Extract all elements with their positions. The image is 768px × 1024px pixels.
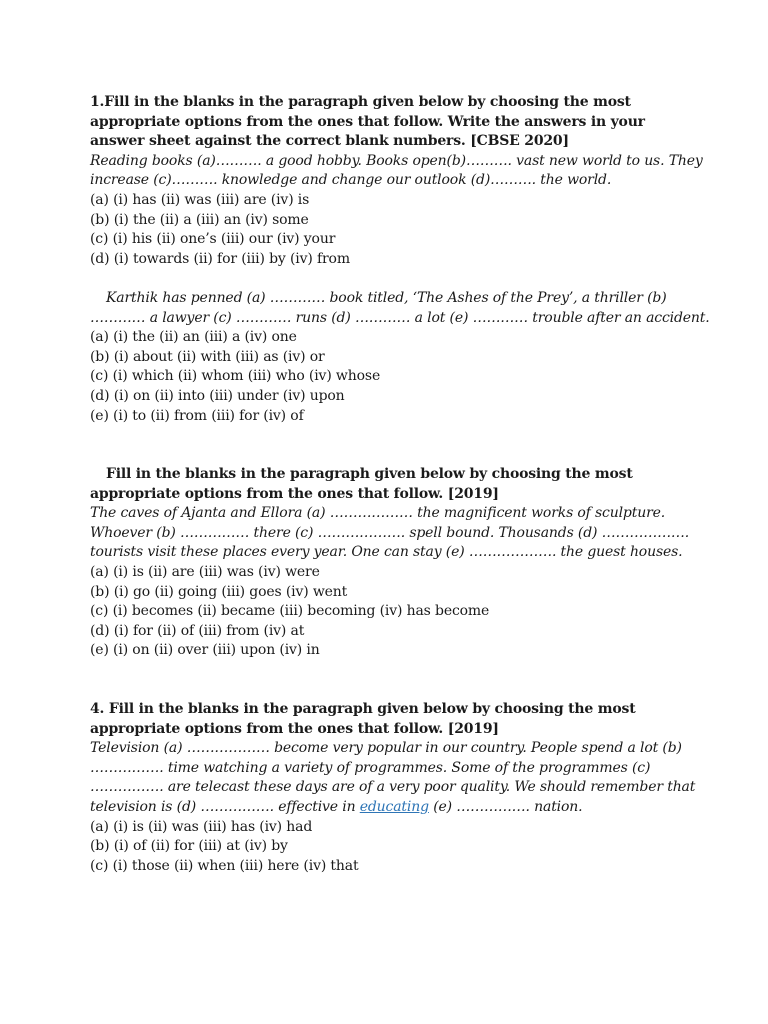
spacer (90, 426, 690, 465)
q2-option: (e) (i) to (ii) from (iii) for (iv) of (90, 407, 304, 424)
q3-option: (a) (i) is (ii) are (iii) was (iv) were (90, 564, 320, 581)
q3-option: (c) (i) becomes (ii) became (iii) becoming (iv) has become (90, 603, 490, 620)
question-2 (90, 289, 710, 426)
q3-option: (d) (i) for (ii) of (iii) from (iv) at (90, 622, 305, 639)
q1-passage-line: Reading books (a)………. a good hobby. Books open(b)………. vast new world to us. They (90, 152, 703, 169)
q4-option: (c) (i) those (ii) when (iii) here (iv) that (90, 857, 359, 874)
q3-option: (b) (i) go (ii) going (iii) goes (iv) went (90, 583, 348, 600)
spacer (90, 269, 690, 289)
q4-heading-line: appropriate options from the ones that follow. [2019] (90, 720, 499, 737)
q1-heading-line: appropriate options from the ones that follow. Write the answers in your (90, 113, 645, 130)
q1-option: (b) (i) the (ii) a (iii) an (iv) some (90, 211, 309, 228)
q2-passage-line: Karthik has penned (a) ………… book titled, ‘The Ashes of the Prey’, a thriller (b) (106, 289, 667, 306)
q1-option: (c) (i) his (ii) one’s (iii) our (iv) your (90, 231, 336, 248)
q3-heading-line: Fill in the blanks in the paragraph given below by choosing the most (106, 466, 633, 483)
q3-option: (e) (i) on (ii) over (iii) upon (iv) in (90, 642, 320, 659)
spacer (90, 661, 690, 700)
q2-option: (c) (i) which (ii) whom (iii) who (iv) whose (90, 368, 381, 385)
q4-option: (b) (i) of (ii) for (iii) at (iv) by (90, 838, 288, 855)
q4-passage-line: ……………. are telecast these days are of a very poor quality. We should remember that (90, 779, 696, 796)
question-3 (90, 465, 690, 661)
q1-option: (a) (i) has (ii) was (iii) are (iv) is (90, 191, 310, 208)
q2-option: (d) (i) on (ii) into (iii) under (iv) upon (90, 387, 345, 404)
q3-passage-line: The caves of Ajanta and Ellora (a) ……………… the magnificent works of sculpture. (90, 505, 666, 522)
q4-option: (a) (i) is (ii) was (iii) has (iv) had (90, 818, 313, 835)
q4-passage-line (90, 798, 690, 818)
q4-passage-line: ……………. time watching a variety of programmes. Some of the programmes (c) (90, 759, 651, 776)
q2-option: (a) (i) the (ii) an (iii) a (iv) one (90, 329, 297, 346)
q4-passage-line: Television (a) ……………… become very popular in our country. People spend a lot (b) (90, 740, 682, 757)
q2-option: (b) (i) about (ii) with (iii) as (iv) or (90, 348, 325, 365)
q3-passage-line: tourists visit these places every year. One can stay (e) ………………. the guest houses. (90, 544, 683, 561)
q4-passage-text: television is (d) ……………. effective in (90, 799, 360, 815)
question-1 (90, 93, 703, 269)
q2-passage-line: ………… a lawyer (c) ………… runs (d) ………… a lot (e) ………… trouble after an accident. (90, 309, 710, 326)
educating-link[interactable]: educating (359, 799, 429, 815)
q1-passage-line: increase (c)………. knowledge and change our outlook (d)………. the world. (90, 172, 612, 189)
q1-option: (d) (i) towards (ii) for (iii) by (iv) from (90, 250, 350, 267)
question-4 (90, 700, 696, 876)
q3-passage-line: Whoever (b) …………… there (c) ………………. spell bound. Thousands (d) ………………. (90, 524, 690, 541)
q3-heading-line: appropriate options from the ones that follow. [2019] (90, 485, 499, 502)
document-page (90, 93, 710, 876)
q4-heading-line: 4. Fill in the blanks in the paragraph given below by choosing the most (90, 701, 636, 718)
q1-heading-line: 1.Fill in the blanks in the paragraph given below by choosing the most (90, 94, 631, 110)
q4-passage-text: (e) ……………. nation. (428, 799, 583, 815)
q1-heading-line: answer sheet against the correct blank numbers. [CBSE 2020] (90, 133, 569, 150)
